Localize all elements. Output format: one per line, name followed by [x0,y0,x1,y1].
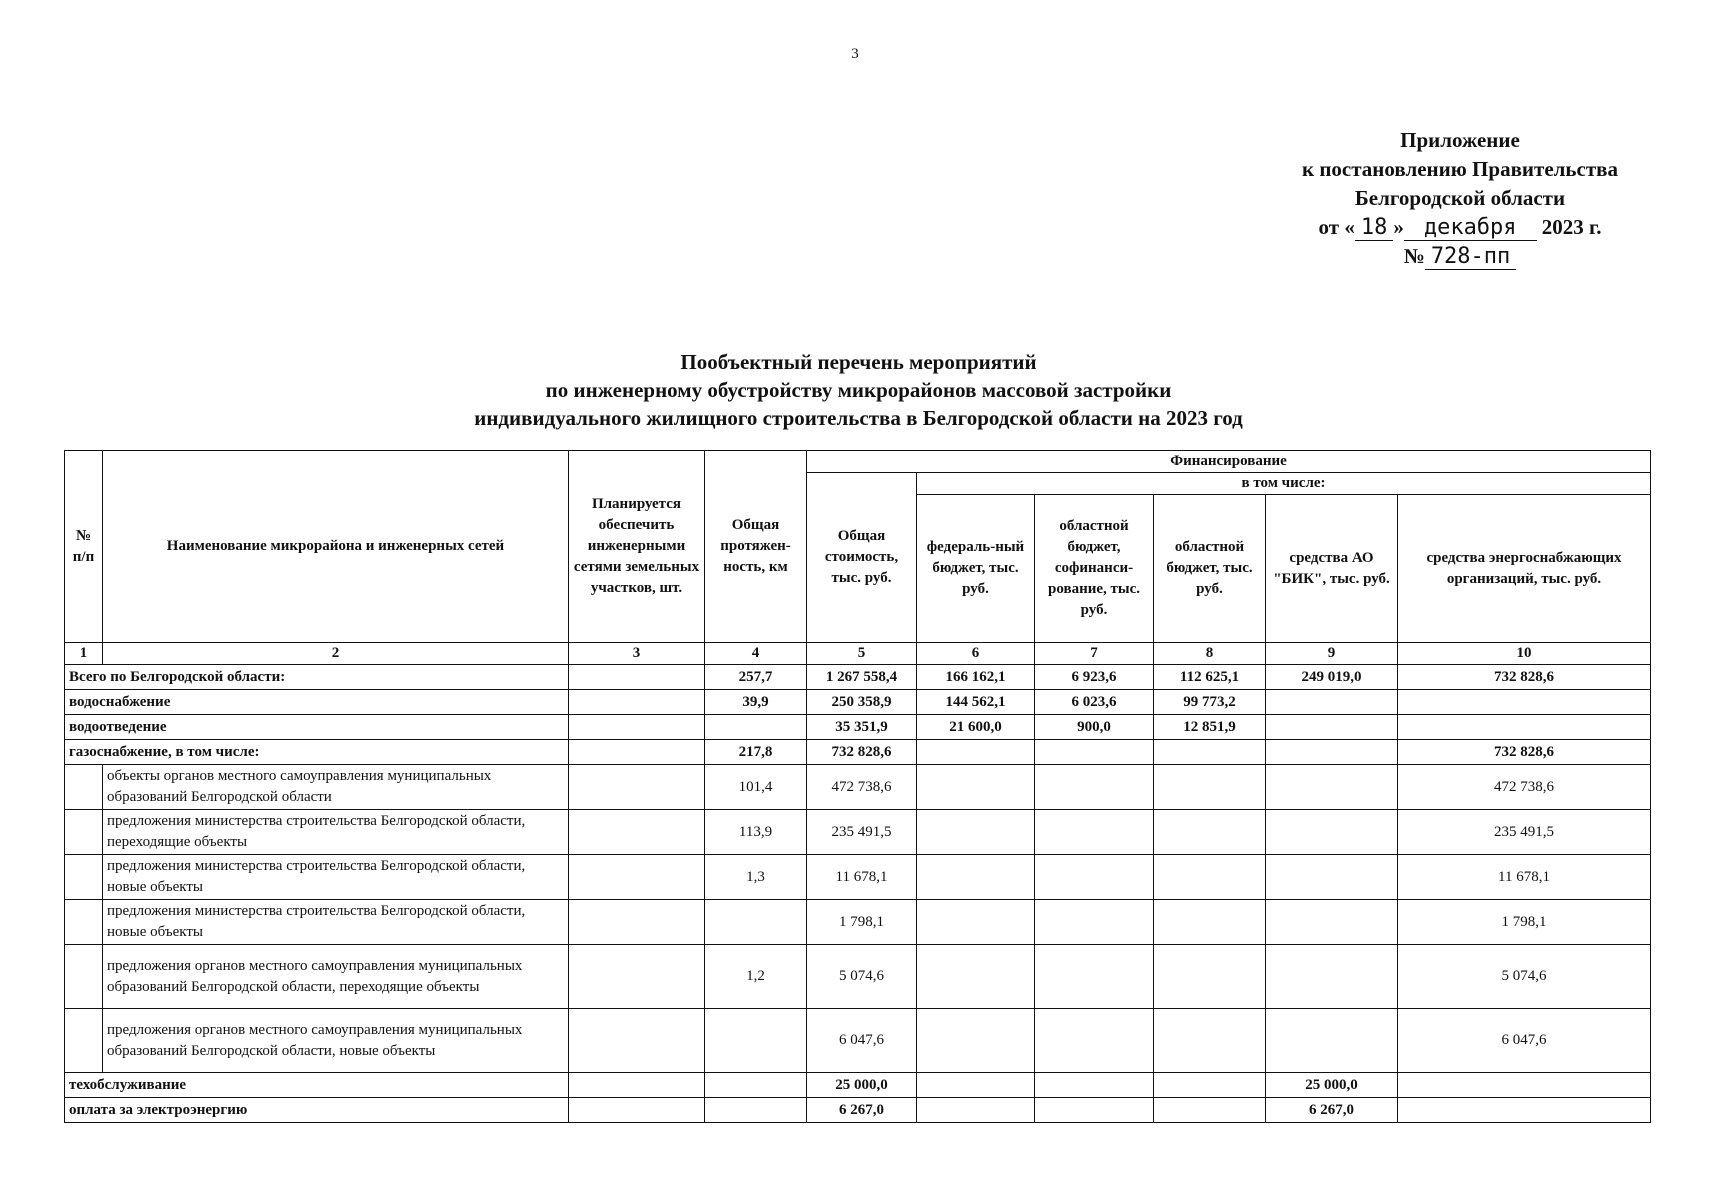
cell-bik [1266,740,1398,765]
column-number: 6 [917,643,1035,665]
table-row [65,900,1651,945]
cell-length: 39,9 [705,690,807,715]
cell-total: 6 047,6 [807,1009,917,1073]
cell-bik [1266,1009,1398,1073]
cell-federal [917,945,1035,1009]
cell-cofin: 6 023,6 [1035,690,1154,715]
cell-cofin [1035,1009,1154,1073]
column-number: 7 [1035,643,1154,665]
cell-federal: 144 562,1 [917,690,1035,715]
cell-bik [1266,810,1398,855]
cell-length: 101,4 [705,765,807,810]
column-number: 5 [807,643,917,665]
table-row-drainage [65,715,1651,740]
cell-bik [1266,900,1398,945]
title-line-3: индивидуального жилищного строительства в Белгородской области на 2023 год [474,406,1243,430]
cell-energy: 472 738,6 [1398,765,1651,810]
cell-bik: 249 019,0 [1266,665,1398,690]
title-line-2: по инженерному обустройству микрорайонов массовой застройки [545,378,1172,402]
header-regional: областной бюджет, тыс. руб. [1154,495,1266,643]
column-number: 2 [103,643,569,665]
table-row-water-supply [65,690,1651,715]
cell-length [705,1098,807,1123]
appendix-block [1240,126,1680,271]
row-name: предложения органов местного самоуправления муниципальных образований Белгородской области, новые объекты [103,1009,569,1073]
table-row [65,1009,1651,1073]
cell-num [65,945,103,1009]
row-name: предложения министерства строительства Белгородской области, новые объекты [103,855,569,900]
cell-length [705,1073,807,1098]
cell-plots [569,765,705,810]
cell-cofin [1035,810,1154,855]
cell-bik [1266,715,1398,740]
header-energy: средства энергоснабжающих организаций, тыс. руб. [1398,495,1651,643]
cell-length [705,715,807,740]
cell-federal [917,740,1035,765]
cell-federal [917,1098,1035,1123]
appendix-number [1240,242,1680,271]
cell-regional [1154,1009,1266,1073]
table-row [65,765,1651,810]
cell-federal: 21 600,0 [917,715,1035,740]
header-bik: средства АО "БИК", тыс. руб. [1266,495,1398,643]
cell-cofin [1035,765,1154,810]
cell-cofin: 6 923,6 [1035,665,1154,690]
cell-plots [569,900,705,945]
cell-total: 5 074,6 [807,945,917,1009]
cell-regional: 112 625,1 [1154,665,1266,690]
cell-length: 113,9 [705,810,807,855]
cell-bik [1266,690,1398,715]
header-including: в том числе: [917,473,1651,495]
table-row-maintenance [65,1073,1651,1098]
date-month: декабря [1404,215,1537,241]
column-number: 10 [1398,643,1651,665]
row-name: предложения органов местного самоуправления муниципальных образований Белгородской области, переходящие объекты [103,945,569,1009]
table-row [65,855,1651,900]
cell-length: 217,8 [705,740,807,765]
cell-energy: 732 828,6 [1398,740,1651,765]
cell-regional [1154,945,1266,1009]
column-number: 1 [65,643,103,665]
row-name: техобслуживание [65,1073,569,1098]
cell-energy: 11 678,1 [1398,855,1651,900]
cell-cofin [1035,900,1154,945]
cell-num [65,1009,103,1073]
appendix-date [1240,213,1680,242]
cell-num [65,810,103,855]
header-federal: федераль-ный бюджет, тыс. руб. [917,495,1035,643]
cell-num [65,765,103,810]
title-line-1: Пообъектный перечень мероприятий [680,350,1037,374]
cell-plots [569,810,705,855]
cell-total: 6 267,0 [807,1098,917,1123]
cell-plots [569,665,705,690]
cell-bik: 6 267,0 [1266,1098,1398,1123]
cell-plots [569,1009,705,1073]
cell-regional: 99 773,2 [1154,690,1266,715]
cell-federal [917,810,1035,855]
date-prefix: от « [1318,215,1355,239]
resolution-number: 728-пп [1425,244,1516,270]
cell-total: 472 738,6 [807,765,917,810]
table-row [65,945,1651,1009]
cell-federal [917,900,1035,945]
cell-plots [569,855,705,900]
cell-cofin [1035,855,1154,900]
cell-energy: 6 047,6 [1398,1009,1651,1073]
cell-regional [1154,1098,1266,1123]
cell-federal [917,855,1035,900]
cell-cofin [1035,1073,1154,1098]
cell-regional: 12 851,9 [1154,715,1266,740]
header-total-cost: Общая стоимость, тыс. руб. [807,473,917,643]
cell-federal: 166 162,1 [917,665,1035,690]
column-number: 8 [1154,643,1266,665]
cell-bik [1266,765,1398,810]
cell-bik [1266,945,1398,1009]
row-name: предложения министерства строительства Белгородской области, новые объекты [103,900,569,945]
cell-cofin [1035,945,1154,1009]
cell-plots [569,1073,705,1098]
cell-bik: 25 000,0 [1266,1073,1398,1098]
cell-total: 250 358,9 [807,690,917,715]
row-name: объекты органов местного самоуправления муниципальных образований Белгородской области [103,765,569,810]
cell-energy: 1 798,1 [1398,900,1651,945]
cell-regional [1154,900,1266,945]
cell-total: 1 267 558,4 [807,665,917,690]
cell-num [65,900,103,945]
row-name: предложения министерства строительства Белгородской области, переходящие объекты [103,810,569,855]
cell-total: 25 000,0 [807,1073,917,1098]
measures-table [64,450,1651,1123]
row-name: водоотведение [65,715,569,740]
cell-bik [1266,855,1398,900]
date-year: 2023 г. [1541,215,1602,239]
appendix-resolution: к постановлению Правительства [1301,157,1619,181]
cell-plots [569,945,705,1009]
cell-regional [1154,810,1266,855]
cell-regional [1154,1073,1266,1098]
table-row [65,810,1651,855]
header-financing: Финансирование [807,451,1651,473]
date-mid: » [1393,215,1404,239]
cell-federal [917,765,1035,810]
cell-energy: 5 074,6 [1398,945,1651,1009]
column-number: 4 [705,643,807,665]
cell-plots [569,690,705,715]
row-name: водоснабжение [65,690,569,715]
header-regional-cofin: областной бюджет, софинанси-рование, тыс. руб. [1035,495,1154,643]
header-num: № п/п [65,451,103,643]
row-name: газоснабжение, в том числе: [65,740,569,765]
cell-cofin: 900,0 [1035,715,1154,740]
page-number: 3 [851,46,859,62]
cell-cofin [1035,740,1154,765]
row-name: оплата за электроэнергию [65,1098,569,1123]
document-title [300,348,1417,432]
cell-energy [1398,1098,1651,1123]
cell-energy [1398,690,1651,715]
header-plots: Планируется обеспечить инженерными сетями земельных участков, шт. [569,451,705,643]
cell-federal [917,1073,1035,1098]
column-number: 3 [569,643,705,665]
cell-length [705,900,807,945]
cell-length: 257,7 [705,665,807,690]
cell-length [705,1009,807,1073]
cell-total: 11 678,1 [807,855,917,900]
cell-regional [1154,855,1266,900]
cell-plots [569,740,705,765]
header-length: Общая протяжен-ность, км [705,451,807,643]
table-row-total [65,665,1651,690]
cell-regional [1154,740,1266,765]
appendix-region: Белгородской области [1354,186,1566,210]
cell-plots [569,715,705,740]
date-day: 18 [1355,215,1394,241]
header-name: Наименование микрорайона и инженерных сетей [103,451,569,643]
cell-energy: 235 491,5 [1398,810,1651,855]
cell-regional [1154,765,1266,810]
column-number: 9 [1266,643,1398,665]
table-row-electricity [65,1098,1651,1123]
cell-federal [917,1009,1035,1073]
number-prefix: № [1403,244,1425,268]
cell-plots [569,1098,705,1123]
cell-total: 235 491,5 [807,810,917,855]
cell-cofin [1035,1098,1154,1123]
cell-num [65,855,103,900]
appendix-title: Приложение [1400,128,1520,152]
table-row-gas-supply [65,740,1651,765]
cell-energy [1398,1073,1651,1098]
row-name: Всего по Белгородской области: [65,665,569,690]
cell-total: 1 798,1 [807,900,917,945]
cell-energy [1398,715,1651,740]
cell-total: 35 351,9 [807,715,917,740]
cell-length: 1,2 [705,945,807,1009]
cell-total: 732 828,6 [807,740,917,765]
cell-length: 1,3 [705,855,807,900]
cell-energy: 732 828,6 [1398,665,1651,690]
